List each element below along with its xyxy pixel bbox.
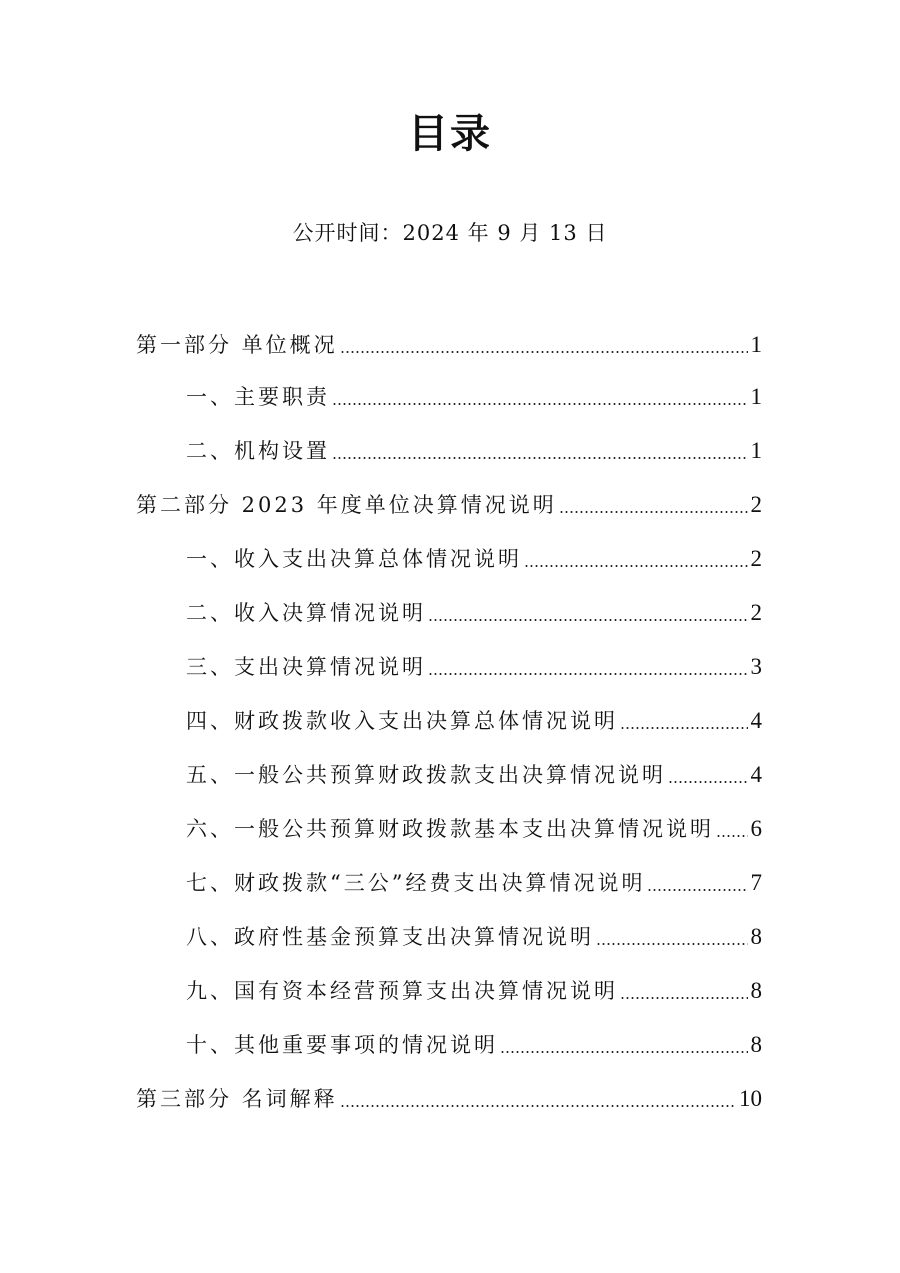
- dot-leader: [340, 351, 748, 353]
- dot-leader: [332, 457, 748, 459]
- dot-leader: [332, 403, 748, 405]
- toc-entry-label: 九、国有资本经营预算支出决算情况说明: [186, 979, 618, 1003]
- toc-entry-label: 一、主要职责: [186, 385, 330, 409]
- toc-entry-label: 七、财政拨款“三公”经费支出决算情况说明: [186, 871, 646, 895]
- publish-date: 公开时间：2024 年 9 月 13 日: [292, 221, 608, 245]
- toc-entry-label: 六、一般公共预算财政拨款基本支出决算情况说明: [186, 817, 714, 841]
- dot-leader: [716, 835, 748, 837]
- toc-entry-label: 一、收入支出决算总体情况说明: [186, 547, 522, 571]
- toc-entry-page: 2: [750, 600, 762, 625]
- toc-entry-label: 十、其他重要事项的情况说明: [186, 1033, 498, 1057]
- toc-entry-label: 八、政府性基金预算支出决算情况说明: [186, 925, 594, 949]
- toc-entry[interactable]: [186, 598, 762, 628]
- toc-entry-page: 4: [750, 708, 762, 733]
- toc-entry-label: 五、一般公共预算财政拨款支出决算情况说明: [186, 763, 666, 787]
- toc-entry-page: 10: [739, 1086, 762, 1111]
- toc-entry-label: 二、机构设置: [186, 439, 330, 463]
- dot-leader: [524, 565, 748, 567]
- toc-entry[interactable]: [186, 1030, 762, 1060]
- toc-entry-page: 1: [750, 438, 762, 463]
- dot-leader: [647, 889, 747, 891]
- toc-entry-page: 8: [750, 924, 762, 949]
- toc-entry[interactable]: [186, 706, 762, 736]
- toc-entry[interactable]: [136, 1084, 762, 1114]
- toc-entry-page: 8: [750, 1032, 762, 1057]
- toc-entry-label: 第一部分 单位概况: [136, 333, 338, 357]
- toc-entry-page: 3: [750, 654, 762, 679]
- toc-entry[interactable]: [136, 490, 762, 520]
- toc-entry[interactable]: [186, 382, 762, 412]
- toc-entry-label: 第三部分 名词解释: [136, 1087, 338, 1111]
- toc-entry[interactable]: [186, 976, 762, 1006]
- dot-leader: [340, 1105, 736, 1107]
- toc-entry[interactable]: [186, 436, 762, 466]
- toc-entry[interactable]: [186, 868, 762, 898]
- dot-leader: [620, 997, 748, 999]
- toc-entry-page: 2: [750, 546, 762, 571]
- toc-entry-label: 三、支出决算情况说明: [186, 655, 426, 679]
- page-title: 目录: [408, 111, 492, 157]
- dot-leader: [500, 1051, 748, 1053]
- toc-entry[interactable]: [186, 814, 762, 844]
- dot-leader: [559, 511, 748, 513]
- toc-entry[interactable]: [186, 652, 762, 682]
- dot-leader: [428, 619, 748, 621]
- toc-entry-page: 2: [750, 492, 762, 517]
- dot-leader: [620, 727, 748, 729]
- dot-leader: [668, 781, 748, 783]
- toc-entry-page: 8: [750, 978, 762, 1003]
- dot-leader: [596, 943, 748, 945]
- toc-entry-page: 1: [750, 384, 762, 409]
- toc-entry-page: 1: [750, 332, 762, 357]
- toc-entry-page: 6: [750, 816, 762, 841]
- toc-entry-page: 4: [750, 762, 762, 787]
- toc-entry-label: 第二部分 2023 年度单位决算情况说明: [136, 493, 557, 517]
- toc-entry-label: 四、财政拨款收入支出决算总体情况说明: [186, 709, 618, 733]
- toc-entry[interactable]: [186, 922, 762, 952]
- toc-entry-label: 二、收入决算情况说明: [186, 601, 426, 625]
- toc-entry-page: 7: [750, 870, 762, 895]
- toc-entry[interactable]: [136, 330, 762, 360]
- toc-entry[interactable]: [186, 544, 762, 574]
- toc-entry[interactable]: [186, 760, 762, 790]
- dot-leader: [428, 673, 748, 675]
